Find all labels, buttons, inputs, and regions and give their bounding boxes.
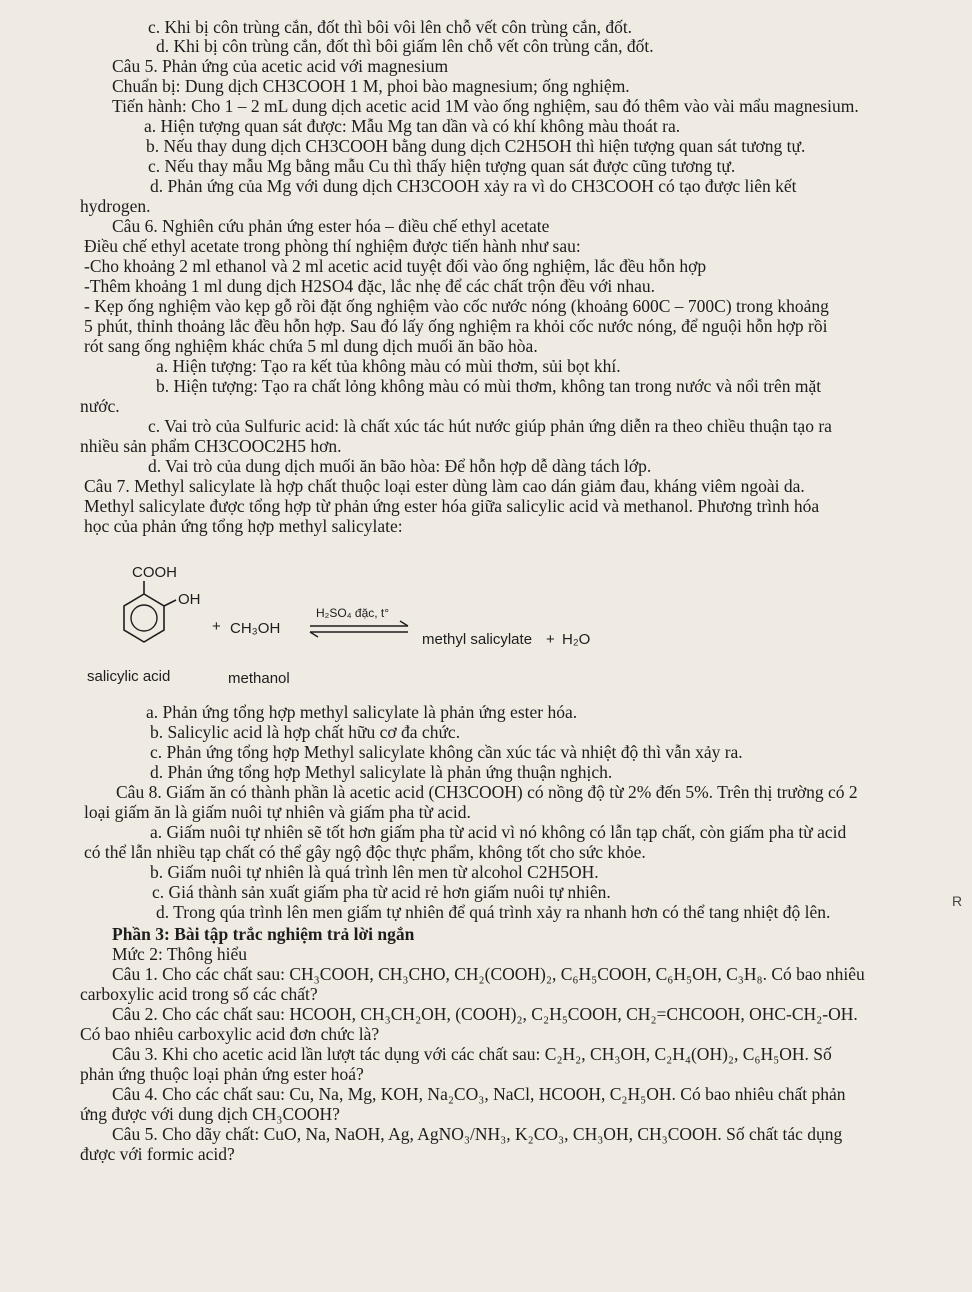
text-line: -Thêm khoảng 1 ml dung dịch H2SO4 đặc, lắc nhẹ để các chất trộn đều với nhau. <box>84 276 656 296</box>
text-line: Câu 8. Giấm ăn có thành phần là acetic acid (CH3COOH) có nồng độ từ 2% đến 5%. Trên thị trường có 2 <box>116 782 858 802</box>
text-line: a. Hiện tượng: Tạo ra kết tủa không màu có mùi thơm, sủi bọt khí. <box>156 356 621 376</box>
methanol-label: methanol <box>228 670 290 687</box>
salicylic-acid-label: salicylic acid <box>87 668 171 685</box>
text-line: Câu 3. Khi cho acetic acid lần lượt tác dụng với các chất sau: C₂H₂, CH₃OH, C₂H₄(OH)₂, C₆H₅OH. Số <box>112 1044 832 1064</box>
text-line: d. Phản ứng tổng hợp Methyl salicylate là phản ứng thuận nghịch. <box>150 762 613 782</box>
text-line: b. Nếu thay dung dịch CH3COOH bằng dung dịch C2H5OH thì hiện tượng quan sát tương tự. <box>146 136 806 156</box>
text-line: nhiều sản phẩm CH3COOC2H5 hơn. <box>80 436 342 456</box>
text-line: Câu 6. Nghiên cứu phản ứng ester hóa – điều chế ethyl acetate <box>112 216 550 236</box>
plus-sign: + <box>212 618 221 635</box>
text-line: rót sang ống nghiệm khác chứa 5 ml dung dịch muối ăn bão hòa. <box>84 336 538 356</box>
text-line: Câu 2. Cho các chất sau: HCOOH, CH₃CH₂OH, (COOH)₂, C₂H₅COOH, CH₂=CHCOOH, OHC-CH₂-OH. <box>112 1004 858 1024</box>
margin-mark: R <box>952 893 963 909</box>
text-line: Câu 7. Methyl salicylate là hợp chất thuộc loại ester dùng làm cao dán giảm đau, kháng viêm ngoài da. <box>84 476 805 496</box>
water-formula: H₂O <box>562 631 591 648</box>
text-line: Câu 4. Cho các chất sau: Cu, Na, Mg, KOH, Na₂CO₃, NaCl, HCOOH, C₂H₅OH. Có bao nhiêu chất phản <box>112 1084 846 1104</box>
text-line: d. Khi bị côn trùng cắn, đốt thì bôi giấm lên chỗ vết côn trùng cắn, đốt. <box>156 36 654 56</box>
reaction-equation <box>87 564 712 694</box>
text-line: Methyl salicylate được tổng hợp từ phản ứng ester hóa giữa salicylic acid và methanol. Phương trình hóa <box>84 496 820 516</box>
text-line: c. Vai trò của Sulfuric acid: là chất xúc tác hút nước giúp phản ứng diễn ra theo chiều thuận tạo ra <box>148 416 832 436</box>
text-line: c. Nếu thay mẫu Mg bằng mẫu Cu thì thấy hiện tượng quan sát được cũng tương tự. <box>148 156 736 176</box>
text-line: carboxylic acid trong số các chất? <box>80 984 318 1004</box>
text-line: b. Hiện tượng: Tạo ra chất lỏng không màu có mùi thơm, không tan trong nước và nổi trên mặt <box>156 376 822 396</box>
text-line: - Kẹp ống nghiệm vào kẹp gỗ rồi đặt ống nghiệm vào cốc nước nóng (khoảng 600C – 700C) trong khoảng <box>84 296 829 316</box>
text-line: Tiến hành: Cho 1 – 2 mL dung dịch acetic acid 1M vào ống nghiệm, sau đó thêm vào vài mẩu magnesium. <box>112 96 859 116</box>
text-line: có thể lẫn nhiều tạp chất có thể gây ngộ độc thực phẩm, không tốt cho sức khỏe. <box>84 842 646 862</box>
text-line: -Cho khoảng 2 ml ethanol và 2 ml acetic acid tuyệt đối vào ống nghiệm, lắc đều hỗn hợp <box>84 256 707 276</box>
text-line: Mức 2: Thông hiểu <box>112 944 248 964</box>
benzene-ring <box>112 564 712 694</box>
text-line: b. Giấm nuôi tự nhiên là quá trình lên men từ alcohol C2H5OH. <box>150 862 599 882</box>
plus-sign: + <box>546 631 555 648</box>
text-line: nước. <box>80 396 120 416</box>
cooh-group: COOH <box>132 564 177 581</box>
text-line: phản ứng thuộc loại phản ứng ester hoá? <box>80 1064 364 1084</box>
text-line: Phần 3: Bài tập trắc nghiệm trả lời ngắn <box>112 924 415 944</box>
oh-group: OH <box>178 591 201 608</box>
text-line: Câu 1. Cho các chất sau: CH₃COOH, CH₃CHO, CH₂(COOH)₂, C₆H₅COOH, C₆H₅OH, C₃H₈. Có bao nhiêu <box>112 964 865 984</box>
text-line: loại giấm ăn là giấm nuôi tự nhiên và giấm pha từ acid. <box>84 802 471 822</box>
text-line: a. Hiện tượng quan sát được: Mẫu Mg tan dần và có khí không màu thoát ra. <box>144 116 681 136</box>
text-line: d. Vai trò của dung dịch muối ăn bão hòa: Để hỗn hợp dễ dàng tách lớp. <box>148 456 652 476</box>
text-line: d. Trong qúa trình lên men giấm tự nhiên để quá trình xảy ra nhanh hơn có thể tang nhiệt độ lên. <box>156 902 831 922</box>
text-line: Câu 5. Phản ứng của acetic acid với magnesium <box>112 56 449 76</box>
text-line: học của phản ứng tổng hợp methyl salicylate: <box>84 516 403 536</box>
text-line: b. Salicylic acid là hợp chất hữu cơ đa chức. <box>150 722 461 742</box>
text-line: Điều chế ethyl acetate trong phòng thí nghiệm được tiến hành như sau: <box>84 236 581 256</box>
catalyst-label: H₂SO₄ đặc, t° <box>316 606 390 620</box>
text-line: a. Phản ứng tổng hợp methyl salicylate là phản ứng ester hóa. <box>146 702 578 722</box>
text-line: 5 phút, thỉnh thoảng lắc đều hỗn hợp. Sau đó lấy ống nghiệm ra khỏi cốc nước nóng, để nguội hỗn hợp rồi <box>84 316 828 336</box>
text-line: c. Giá thành sản xuất giấm pha từ acid rẻ hơn giấm nuôi tự nhiên. <box>152 882 611 902</box>
text-line: c. Phản ứng tổng hợp Methyl salicylate không cần xúc tác và nhiệt độ thì vẫn xảy ra. <box>150 742 743 762</box>
text-line: Chuẩn bị: Dung dịch CH3COOH 1 M, phoi bào magnesium; ống nghiệm. <box>112 76 630 96</box>
text-line: Có bao nhiêu carboxylic acid đơn chức là? <box>80 1024 380 1044</box>
text-line: hydrogen. <box>80 196 151 216</box>
methanol-formula: CH₃OH <box>230 620 281 637</box>
text-line: d. Phản ứng của Mg với dung dịch CH3COOH xảy ra vì do CH3COOH có tạo được liên kết <box>150 176 797 196</box>
product-name: methyl salicylate <box>422 631 533 648</box>
text-line: được với formic acid? <box>80 1144 235 1164</box>
text-line: ứng được với dung dịch CH₃COOH? <box>80 1104 340 1124</box>
text-line: Câu 5. Cho dãy chất: CuO, Na, NaOH, Ag, AgNO₃/NH₃, K₂CO₃, CH₃OH, CH₃COOH. Số chất tác dụng <box>112 1124 843 1144</box>
text-line: c. Khi bị côn trùng cắn, đốt thì bôi vôi lên chỗ vết côn trùng cắn, đốt. <box>148 17 633 37</box>
text-line: a. Giấm nuôi tự nhiên sẽ tốt hơn giấm pha từ acid vì nó không có lẫn tạp chất, còn giấm pha từ acid <box>150 822 847 842</box>
